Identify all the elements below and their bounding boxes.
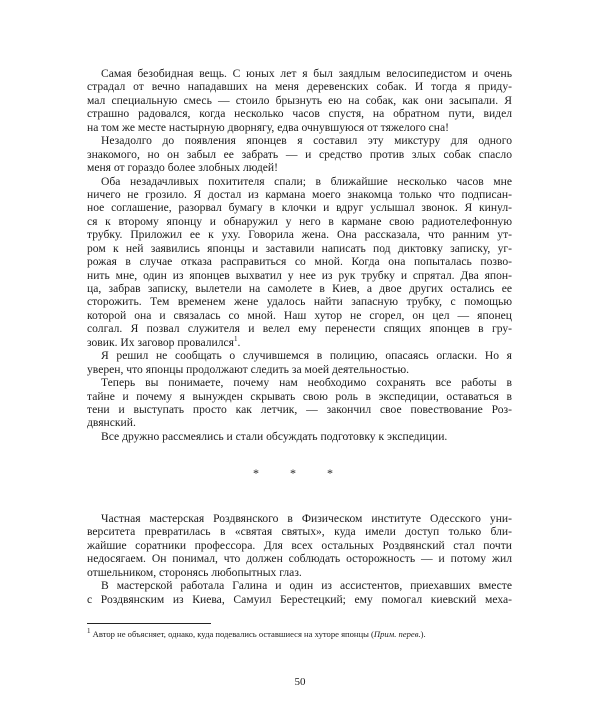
text-line [87,282,512,295]
paragraph [87,512,512,579]
footnote-text: Автор не объясняет, однако, куда подевались оставшиеся на хуторе японцы ( [92,629,374,639]
line-text: верситета превратилась в «святая святых», куда имели доступ только бли- [87,525,512,539]
line-text: тайне и почему я вынужден скрывать свою роль в экспедиции, оставаться в [87,389,512,403]
paragraph [87,67,512,134]
text-line [87,215,512,228]
line-text: нить мне, один из японцев выхватил у нее из рук трубку и спрятал. Два япон- [87,268,512,282]
footnote-italic: Прим. перев. [373,629,421,639]
text-line [87,94,512,107]
text-line [87,579,512,592]
line-text: мал специальную смесь — стоило брызнуть ею на собак, как они засыпали. Я [87,93,512,107]
text-line [87,512,512,525]
line-text: Самая безобидная вещь. С юных лет я был заядлым велосипедистом и очень [101,67,512,80]
line-text: тени и выступать просто как летчик, — закончил свое повествование Роз- [87,402,512,416]
text-line [87,525,512,538]
footnote-end: ). [420,629,426,639]
text-line [87,242,512,255]
text-line [87,593,512,606]
line-text: В мастерской работала Галина и один из ассистентов, приехавших вместе [101,579,512,593]
text-line [87,269,512,282]
text-line [87,403,512,416]
text-line [87,416,512,429]
text-line [87,539,512,552]
text-line [87,390,512,403]
text-line [87,295,512,308]
line-text: ся к второму японцу и обнаружил у него в кармане свою радиотелефонную [87,214,512,228]
text-line [87,121,512,134]
text-line [87,552,512,565]
section-separator: * * * [253,466,347,480]
line-text: жайшие соратники профессора. Для всех остальных Роздвянский стал почти [87,538,512,552]
line-text: на том же месте настырную дворнягу, едва очнувшуюся от тяжелого сна! [87,120,450,134]
line-text: ное соглашение, разорвал бумагу в клочки и вдруг услышал звонок. Я кинул- [87,201,512,215]
text-line [87,430,512,443]
text-line [87,336,512,349]
line-text: уверен, что японцы продолжают следить за моей деятельностью. [87,362,410,376]
line-text: отшельником, сторонясь любопытных глаз. [87,565,302,579]
paragraph [87,175,512,350]
text-line [87,107,512,120]
text-line [87,309,512,322]
line-text: страдал от вечно нападавших на меня деревенских собак. И тогда я приду- [87,80,512,94]
line-text: недосягаем. Он понимал, что должен соблюдать осторожность — и потому жил [87,552,512,566]
line-text: страшно радовался, когда несколько часов спустя, на обратном пути, видел [87,107,512,121]
line-text: ром к ней заявились японцы и заставили написать под диктовку записку, уг- [87,241,512,255]
line-text: Я решил не сообщать о случившемся в полицию, опасаясь огласки. Но я [101,349,512,363]
text-line [87,376,512,389]
paragraph [87,430,512,443]
text-line [87,228,512,241]
text-line [87,161,512,174]
line-text: Незадолго до появления японцев я составил эту микстуру для одного [101,134,512,148]
footnote [87,629,426,639]
text-line [87,363,512,376]
line-text: которой она и связалась со мной. Наш хутор не сгорел, он цел — японец [87,308,512,322]
line-text: зовик. Их заговор провалился [87,335,234,349]
footnote-ref[interactable]: 1 [233,334,238,343]
line-text: солгал. Я позвал служителя и велел ему перенести спящих японцев в гру- [87,322,512,336]
text-line [87,148,512,161]
paragraph [87,579,512,606]
line-text: меня от гораздо более злобных людей! [87,161,278,175]
line-text: трубку. Приложил ее к уху. Говорила жена. Она рассказала, что ранним ут- [87,228,512,242]
line-text: знакомого, но он забыл ее забрать — и средство против злых собак спасло [87,147,512,161]
line-text: Все дружно рассмеялись и стали обсуждать подготовку к экспедиции. [101,429,448,443]
line-text: сторожить. Тем временем жене удалось найти запасную трубку, с помощью [87,295,512,309]
text-line [87,566,512,579]
line-text: Частная мастерская Роздвянского в Физическом институте Одесского уни- [101,512,512,525]
paragraph [87,349,512,376]
period: . [237,335,241,349]
text-line [87,322,512,335]
line-text: с Роздвянским из Киева, Самуил Берестецкий; ему помогал киевский меха- [87,592,512,606]
page-number: 50 [294,676,306,688]
line-text: ца, забрав записку, вылетели на самолете в Киев, а двое других остались ее [87,282,512,295]
line-text: Оба незадачливых похитителя спали; в ближайшие несколько часов мне [101,174,512,188]
text-line [87,188,512,201]
text-line [87,201,512,214]
text-line [87,134,512,147]
section-two-text [87,512,512,606]
line-text: ничего не грозило. Я достал из кармана моего знакомца только что подписан- [87,187,512,201]
footnote-rule [87,623,211,624]
text-line [87,175,512,188]
footnote-number: 1 [87,627,91,636]
text-line [87,80,512,93]
paragraph [87,376,512,430]
line-text: двянский. [87,416,136,430]
section-one-text [87,67,512,443]
text-line [87,67,512,80]
text-line [87,255,512,268]
paragraph [87,134,512,174]
line-text: Теперь вы понимаете, почему нам необходимо сохранять все работы в [101,376,512,390]
line-text: рожая в случае отказа расправиться со мной. Когда она попыталась позво- [87,255,512,269]
text-line [87,349,512,362]
